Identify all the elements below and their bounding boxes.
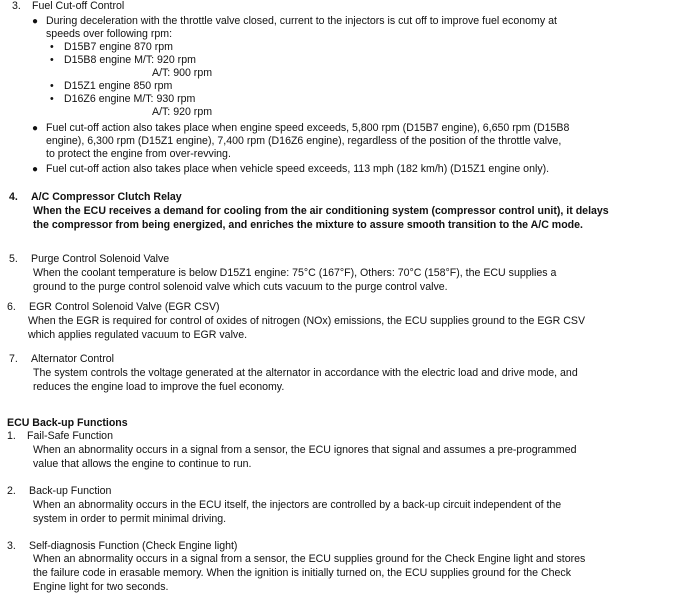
item-number: 1.: [7, 430, 16, 442]
item-title: Self-diagnosis Function (Check Engine light): [29, 540, 238, 552]
backup-item-heading: [7, 540, 237, 553]
filled-bullet-icon: ●: [32, 164, 39, 175]
section-body: When the coolant temperature is below D15Z1 engine: 75°C (167°F), Others: 70°C (158°F), the ECU supplies a: [33, 267, 557, 279]
bullet-continuation: speeds over following rpm:: [46, 28, 173, 40]
section-number: 3.: [12, 0, 21, 12]
section-body: the compressor from being energized, and enriches the mixture to assure smooth transition to the A/C mode.: [33, 219, 583, 231]
bullet-line: ● Fuel cut-off action also takes place when engine speed exceeds, 5,800 rpm (D15B7 engine), 6,650 rpm (D15B8: [32, 122, 570, 134]
section-number: 6.: [7, 301, 16, 313]
section-body: reduces the engine load to improve the fuel economy.: [33, 381, 285, 393]
item-body: When an abnormality occurs in the ECU itself, the injectors are controlled by a back-up circuit independent of the: [33, 499, 562, 511]
section-title: Purge Control Solenoid Valve: [31, 253, 170, 265]
section-body: When the ECU receives a demand for cooling from the air conditioning system (compressor control unit), it delays: [33, 205, 609, 217]
bullet-continuation: to protect the engine from over-revving.: [46, 148, 231, 160]
section-4-heading: [9, 191, 182, 204]
backup-item-heading: [7, 430, 113, 443]
small-bullet-icon: •: [50, 54, 54, 66]
item-number: 2.: [7, 485, 16, 497]
section-title: EGR Control Solenoid Valve (EGR CSV): [29, 301, 220, 313]
section-7-heading: [9, 353, 114, 366]
item-body: When an abnormality occurs in a signal from a sensor, the ECU supplies ground for the Check Engine light and stores: [33, 553, 586, 565]
filled-bullet-icon: ●: [32, 16, 39, 27]
section-body: ground to the purge control solenoid valve which cuts vacuum to the purge control valve.: [33, 281, 448, 293]
section-title: Alternator Control: [31, 353, 115, 365]
bullet-line: ● Fuel cut-off action also takes place when vehicle speed exceeds, 113 mph (182 km/h) (D15Z1 engine only).: [32, 163, 550, 175]
item-body: When an abnormality occurs in a signal from a sensor, the ECU ignores that signal and assumes a pre-programmed: [33, 444, 577, 456]
bullet-line: [32, 15, 557, 29]
item-body: the failure code in erasable memory. When the ignition is initially turned on, the ECU supplies ground for the Check: [33, 567, 572, 579]
rpm-item: • D16Z6 engine M/T: 930 rpm: [50, 93, 196, 105]
bullet-continuation: engine), 6,300 rpm (D15Z1 engine), 7,400 rpm (D16Z6 engine), regardless of the position of the throttle valve,: [46, 135, 562, 147]
section-title: Fuel Cut-off Control: [32, 0, 125, 12]
section-number: 4.: [9, 191, 18, 203]
section-number: 7.: [9, 353, 18, 365]
small-bullet-icon: •: [50, 93, 54, 105]
section-body: The system controls the voltage generated at the alternator in accordance with the electric load and drive mode, and: [33, 367, 578, 379]
small-bullet-icon: •: [50, 80, 54, 92]
section-5-heading: [9, 253, 169, 266]
small-bullet-icon: •: [50, 41, 54, 53]
item-body: value that allows the engine to continue to run.: [33, 458, 252, 470]
bullet-text: During deceleration with the throttle valve closed, current to the injectors is cut off to improve fuel economy at: [46, 15, 557, 27]
section-3-heading: [12, 0, 124, 13]
section-body: which applies regulated vacuum to EGR valve.: [28, 329, 248, 341]
rpm-item: • D15B8 engine M/T: 920 rpm: [50, 54, 196, 66]
item-title: Back-up Function: [29, 485, 112, 497]
rpm-item: A/T: 920 rpm: [152, 106, 213, 118]
section-title: A/C Compressor Clutch Relay: [31, 191, 182, 203]
section-body: When the EGR is required for control of oxides of nitrogen (NOx) emissions, the ECU supplies ground to the EGR CSV: [28, 315, 586, 327]
section-6-heading: [7, 301, 220, 314]
backup-item-heading: [7, 485, 111, 498]
item-title: Fail-Safe Function: [27, 430, 113, 442]
item-body: Engine light for two seconds.: [33, 581, 169, 593]
item-number: 3.: [7, 540, 16, 552]
rpm-item: • D15B7 engine 870 rpm: [50, 41, 173, 53]
backup-heading: ECU Back-up Functions: [7, 417, 128, 429]
rpm-item: A/T: 900 rpm: [152, 67, 213, 79]
rpm-item: • D15Z1 engine 850 rpm: [50, 80, 173, 92]
item-body: system in order to permit minimal driving.: [33, 513, 227, 525]
section-number: 5.: [9, 253, 18, 265]
filled-bullet-icon: ●: [32, 123, 39, 134]
